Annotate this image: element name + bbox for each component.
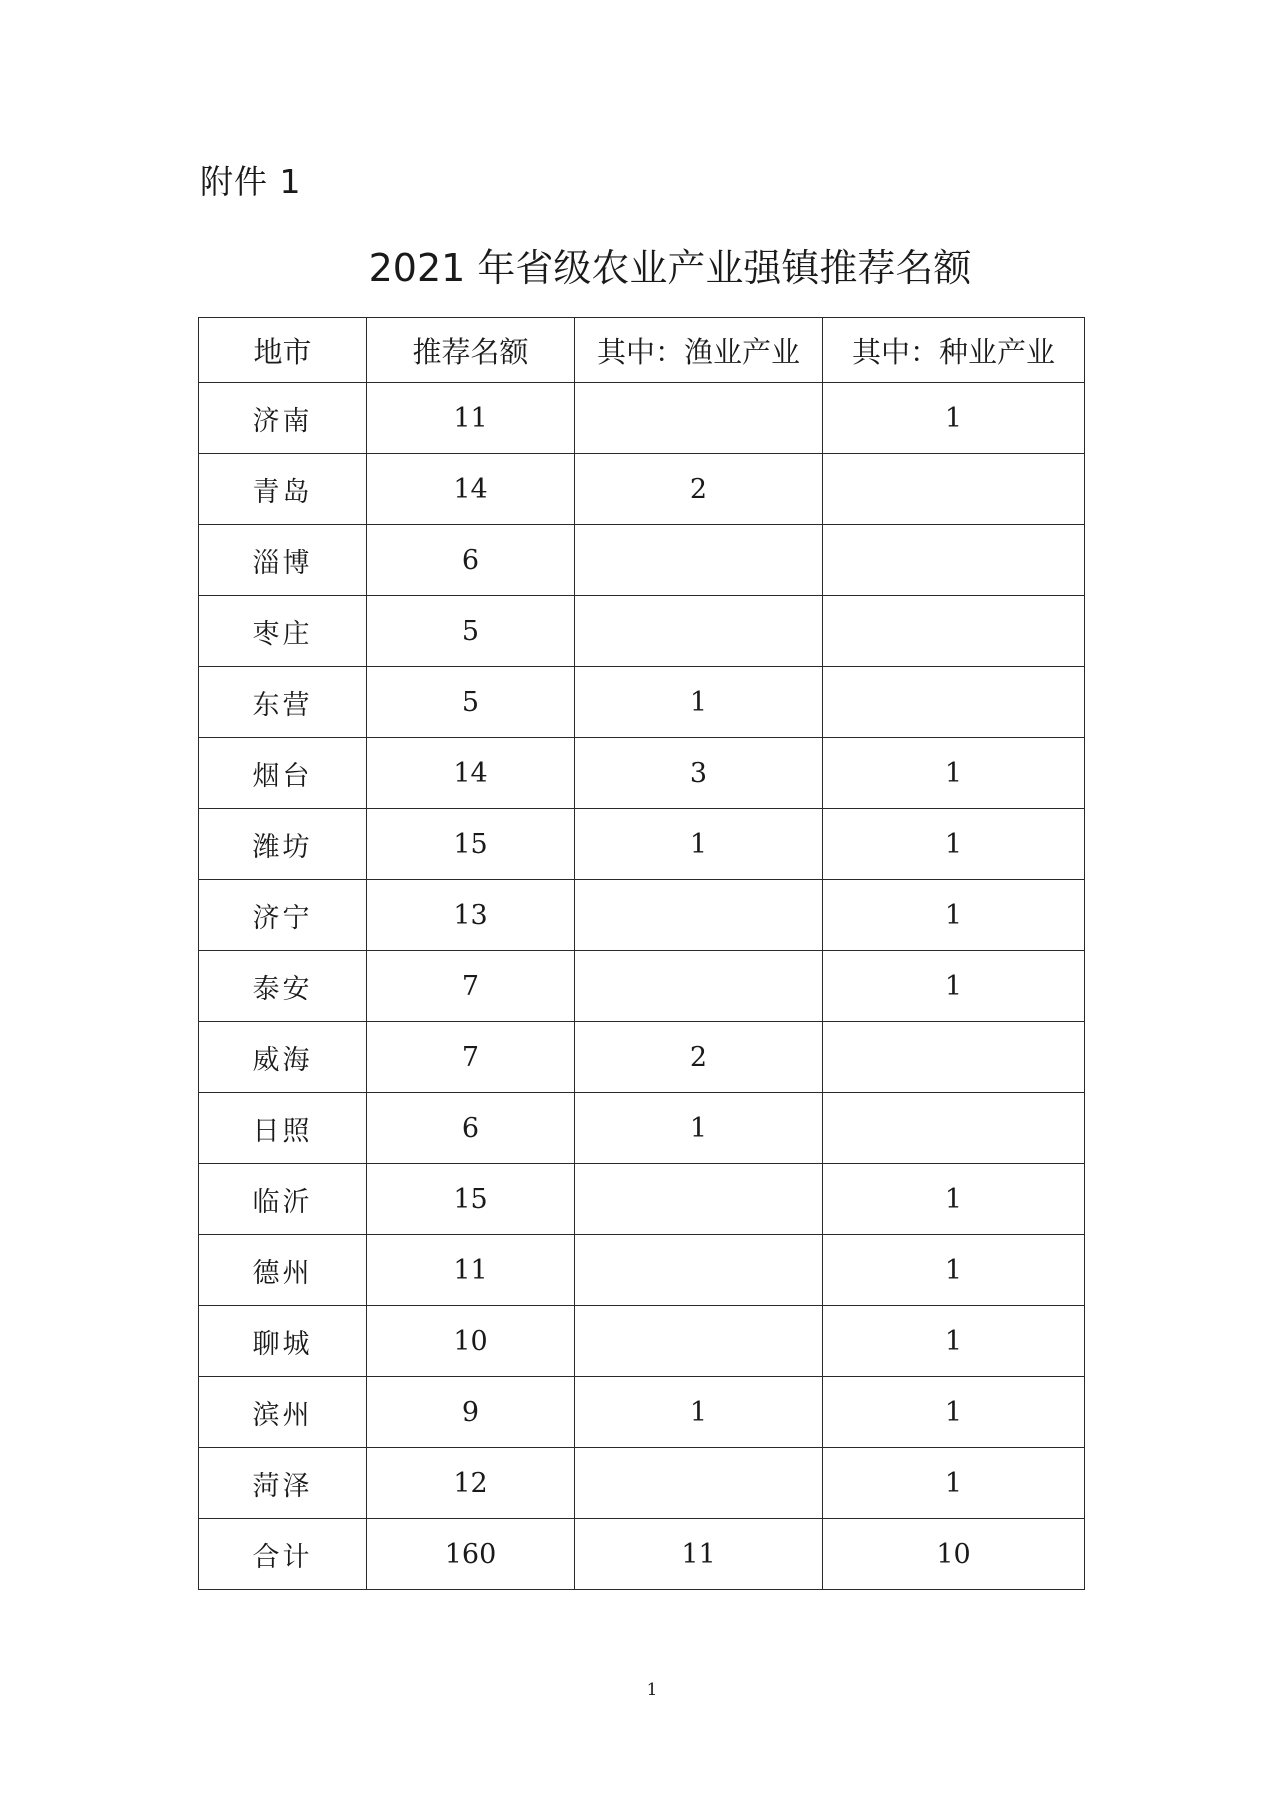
table-row (199, 525, 1085, 596)
cell-total-fishery: 11 (575, 1519, 823, 1590)
table-row (199, 454, 1085, 525)
table-row (199, 1306, 1085, 1377)
cell-fishery (575, 951, 823, 1022)
cell-seed: 1 (823, 951, 1085, 1022)
cell-total-label: 合计 (199, 1519, 367, 1590)
cell-quota: 14 (367, 738, 575, 809)
table-row (199, 880, 1085, 951)
cell-quota: 14 (367, 454, 575, 525)
table-total-row (199, 1519, 1085, 1590)
table-row (199, 809, 1085, 880)
cell-seed (823, 1093, 1085, 1164)
cell-seed: 1 (823, 1448, 1085, 1519)
cell-fishery: 1 (575, 809, 823, 880)
table-row (199, 667, 1085, 738)
header-city: 地市 (199, 318, 367, 383)
cell-city: 泰安 (199, 951, 367, 1022)
cell-fishery: 3 (575, 738, 823, 809)
cell-quota: 7 (367, 1022, 575, 1093)
cell-fishery (575, 880, 823, 951)
quota-table (198, 317, 1085, 1590)
table-row (199, 383, 1085, 454)
cell-quota: 12 (367, 1448, 575, 1519)
cell-city: 枣庄 (199, 596, 367, 667)
cell-quota: 6 (367, 525, 575, 596)
cell-fishery: 1 (575, 1093, 823, 1164)
cell-fishery (575, 1164, 823, 1235)
cell-city: 滨州 (199, 1377, 367, 1448)
cell-quota: 5 (367, 667, 575, 738)
attachment-label: 附件 1 (200, 162, 302, 201)
cell-fishery (575, 383, 823, 454)
cell-quota: 11 (367, 383, 575, 454)
cell-total-quota: 160 (367, 1519, 575, 1590)
cell-city: 日照 (199, 1093, 367, 1164)
table-row (199, 1448, 1085, 1519)
cell-seed: 1 (823, 809, 1085, 880)
table-row (199, 1164, 1085, 1235)
table-row (199, 1093, 1085, 1164)
cell-seed: 1 (823, 1164, 1085, 1235)
cell-quota: 9 (367, 1377, 575, 1448)
cell-seed: 1 (823, 383, 1085, 454)
table-row (199, 1022, 1085, 1093)
page-number: 1 (646, 1680, 658, 1700)
cell-fishery (575, 1448, 823, 1519)
cell-city: 菏泽 (199, 1448, 367, 1519)
cell-seed (823, 454, 1085, 525)
header-quota: 推荐名额 (367, 318, 575, 383)
cell-quota: 7 (367, 951, 575, 1022)
cell-city: 青岛 (199, 454, 367, 525)
document-title: 2021 年省级农业产业强镇推荐名额 (368, 246, 972, 290)
cell-city: 聊城 (199, 1306, 367, 1377)
cell-seed: 1 (823, 880, 1085, 951)
cell-quota: 13 (367, 880, 575, 951)
cell-seed (823, 596, 1085, 667)
cell-quota: 6 (367, 1093, 575, 1164)
cell-quota: 5 (367, 596, 575, 667)
table-row (199, 951, 1085, 1022)
cell-city: 威海 (199, 1022, 367, 1093)
cell-city: 烟台 (199, 738, 367, 809)
cell-quota: 15 (367, 809, 575, 880)
cell-quota: 10 (367, 1306, 575, 1377)
cell-city: 东营 (199, 667, 367, 738)
cell-city: 淄博 (199, 525, 367, 596)
cell-seed (823, 667, 1085, 738)
cell-fishery: 1 (575, 1377, 823, 1448)
cell-city: 德州 (199, 1235, 367, 1306)
cell-quota: 15 (367, 1164, 575, 1235)
table-row (199, 1235, 1085, 1306)
table-row (199, 738, 1085, 809)
cell-seed: 1 (823, 1306, 1085, 1377)
table-row (199, 1377, 1085, 1448)
cell-total-seed: 10 (823, 1519, 1085, 1590)
table-header-row (199, 318, 1085, 383)
cell-seed: 1 (823, 738, 1085, 809)
cell-fishery (575, 1306, 823, 1377)
cell-fishery (575, 525, 823, 596)
cell-city: 临沂 (199, 1164, 367, 1235)
cell-fishery (575, 596, 823, 667)
cell-fishery: 2 (575, 454, 823, 525)
cell-seed: 1 (823, 1235, 1085, 1306)
cell-seed (823, 1022, 1085, 1093)
cell-city: 济宁 (199, 880, 367, 951)
cell-seed (823, 525, 1085, 596)
cell-city: 潍坊 (199, 809, 367, 880)
cell-quota: 11 (367, 1235, 575, 1306)
header-seed: 其中：种业产业 (823, 318, 1085, 383)
cell-fishery: 2 (575, 1022, 823, 1093)
cell-fishery (575, 1235, 823, 1306)
cell-city: 济南 (199, 383, 367, 454)
header-fishery: 其中：渔业产业 (575, 318, 823, 383)
cell-seed: 1 (823, 1377, 1085, 1448)
table-row (199, 596, 1085, 667)
cell-fishery: 1 (575, 667, 823, 738)
